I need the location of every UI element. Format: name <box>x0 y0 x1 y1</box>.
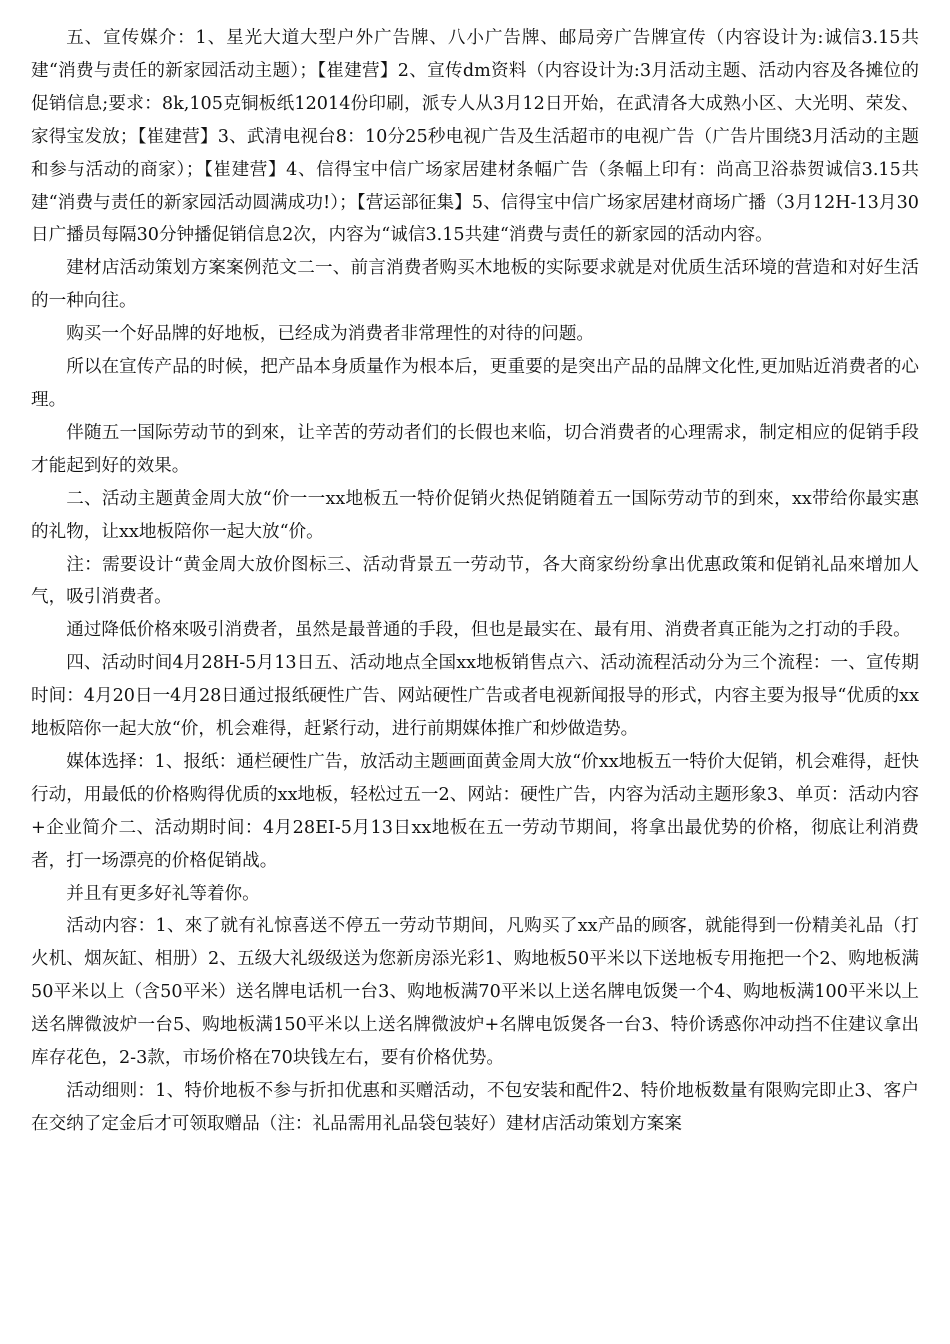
paragraph-activity-rules: 活动细则：1、特价地板不参与折扣优惠和买赠活动，不包安装和配件2、特价地板数量有限购完即止3、客户在交纳了定金后才可领取赠品（注：礼品需用礼品袋包装好）建材店活动策划方案案 <box>31 1081 919 1134</box>
paragraph-schedule: 四、活动时间4月28H-5月13日五、活动地点全国xx地板销售点六、活动流程活动分为三个流程：一、宣传期时间：4月20日一4月28日通过报纸硬性广告、网站硬性广告或者电视新闻报导的形式，内容主要为报导“优质的xx地板陪你一起大放“价，机会难得，赶紧行动，进行前期媒体推广和炒做造势。 <box>31 653 919 740</box>
document-page <box>31 0 919 1141</box>
paragraph-brand: 购买一个好品牌的好地板，已经成为消费者非常理性的对待的问题。 <box>66 324 595 345</box>
paragraph-preface: 建材店活动策划方案案例范文二一、前言消费者购买木地板的实际要求就是对优质生活环境的营造和对好生活的一种向往。 <box>31 258 919 312</box>
paragraph-theme: 二、活动主题黄金周大放“价一一xx地板五一特价促销火热促销随着五一国际劳动节的到來，xx带给你最实惠的礼物，让xx地板陪你一起大放“价。 <box>31 488 919 542</box>
paragraph-activity-content: 活动内容：1、來了就有礼惊喜送不停五一劳动节期间，凡购买了xx产品的顾客，就能得到一份精美礼品（打火机、烟灰缸、相册）2、五级大礼级级送为您新房添光彩1、购地板50平米以下送地板专用拖把一个2、购地板满50平米以上（含50平米）送名牌电话机一台3、购地板满70平米以上送名牌电饭煲一个4、购地板满100平米以上送名牌微波炉一台5、购地板满150平米以上送名牌微波炉+名牌电饭煲各一台3、特价诱惑你冲动挡不住建议拿出库存花色，2-3款，市场价格在70块钱左右，要有价格优势。 <box>31 916 919 1069</box>
paragraph-note: 注：需要设计“黄金周大放价图标三、活动背景五一劳动节，各大商家纷纷拿出优惠政策和促销礼品來增加人气，吸引消费者。 <box>31 554 919 608</box>
paragraph-media: 五、宣传媒介：1、星光大道大型户外广告牌、八小广告牌、邮局旁广告牌宣传（内容设计为:诚信3.15共建“消费与责任的新家园活动主题）；【崔建营】2、宣传dm资料（内容设计为:3月活动主题、活动内容及各摊位的促销信息;要求：8k,105克铜板纸12014份印刷，派专人从3月12日开始，在武清各大成熟小区、大光明、荣发、家得宝发放；【崔建营】3、武清电视台8：10分25秒电视广告及生活超市的电视广告（广告片围绕3月活动的主题和参与活动的商家）；【崔建营】4、信得宝中信广场家居建材条幅广告（条幅上印有：尚高卫浴恭贺诚信3.15共建“消费与责任的新家园活动圆满成功!）；【营运部征集】5、信得宝中信广场家居建材商场广播（3月12H-13月30日广播员每隔30分钟播促销信息2次，内容为“诚信3.15共建“消费与责任的新家园的活动内容。 <box>31 28 919 246</box>
paragraph-price: 通过降低价格來吸引消费者，虽然是最普通的手段，但也是最实在、最有用、消费者真正能为之打动的手段。 <box>66 620 911 641</box>
paragraph-labor-day: 伴随五一国际劳动节的到來，让辛苦的劳动者们的长假也来临，切合消费者的心理需求，制定相应的促销手段才能起到好的效果。 <box>31 422 919 476</box>
paragraph-promotion: 所以在宣传产品的时候，把产品本身质量作为根本后，更重要的是突出产品的品牌文化性,更加贴近消费者的心理。 <box>31 357 919 410</box>
paragraph-media-choice: 媒体选择：1、报纸：通栏硬性广告，放活动主题画面黄金周大放“价xx地板五一特价大促销，机会难得，赶快行动，用最低的价格购得优质的xx地板，轻松过五一2、网站：硬性广告，内容为活动主题形象3、单页：活动内容+企业简介二、活动期时间：4月28EI-5月13日xx地板在五一劳动节期间，将拿出最优势的价格，彻底让利消费者，打一场漂亮的价格促销战。 <box>31 751 919 871</box>
paragraph-gifts-waiting: 并且有更多好礼等着你。 <box>66 883 260 904</box>
